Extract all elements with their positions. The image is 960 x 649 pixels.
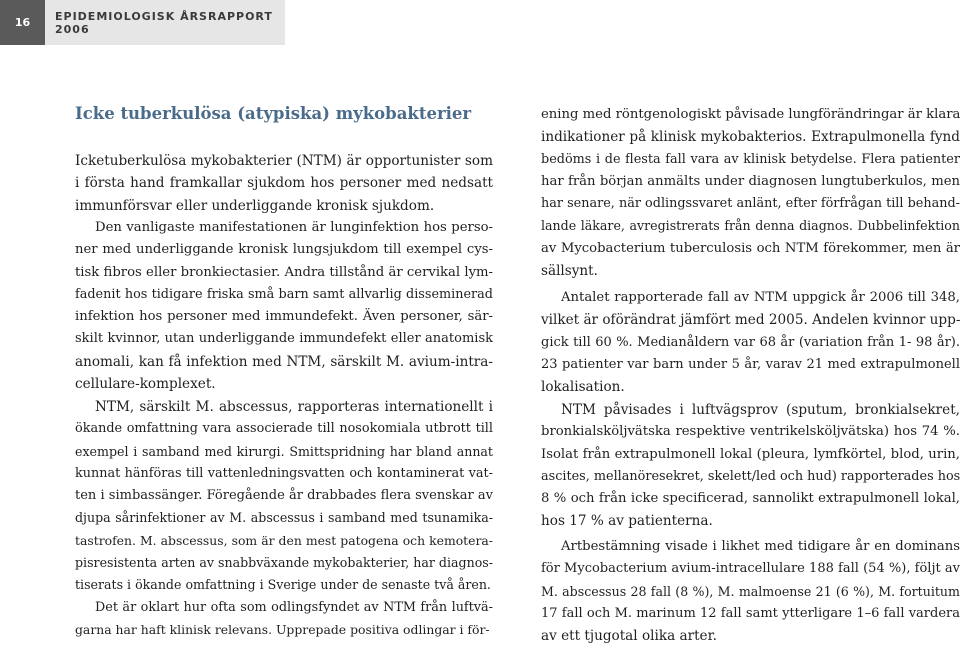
right-paragraph-2 [541, 287, 960, 398]
left-paragraph-4 [75, 597, 493, 642]
page-header [0, 0, 285, 45]
text-line: M. abscessus 28 fall (8 %), M. malmoense 21 (6 %), M. fortuitum [541, 583, 960, 599]
text-line: 17 fall och M. marinum 12 fall samt ytterligare 1–6 fall vardera [541, 605, 960, 621]
text-line: kunnat hänföras till vattenledningsvatten och kontaminerat vat- [75, 465, 493, 481]
text-line: djupa sårinfektioner av M. abscessus i samband med tsunamika- [75, 510, 493, 526]
text-line: sällsynt. [541, 263, 598, 280]
text-line: tastrofen. M. abscessus, som är den mest patogena och kemotera- [75, 532, 493, 548]
text-line: i första hand framkallar sjukdom hos personer med nedsatt [75, 175, 493, 192]
text-line: ökande omfattning vara associerade till nosokomiala utbrott till [75, 421, 493, 437]
text-line: Det är oklart hur ofta som odlingsfyndet av NTM från luftvä- [95, 600, 493, 615]
text-line: av Mycobacterium tuberculosis och NTM förekommer, men är [541, 240, 960, 256]
text-line: vilket är oförändrat jämfört med 2005. Andelen kvinnor upp- [541, 312, 960, 329]
right-paragraph-4 [541, 536, 960, 647]
text-line: Isolat från extrapulmonell lokal (pleura, lymfkörtel, blod, urin, [541, 446, 960, 462]
text-line: fadenit hos tidigare friska små barn samt allvarlig disseminerad [75, 286, 493, 302]
section-title: Icke tuberkulösa (atypiska) mykobakterier [75, 104, 472, 123]
text-line: infektion hos personer med immundefekt. Även personer, sär- [75, 309, 493, 325]
text-line: hos 17 % av patienterna. [541, 513, 713, 530]
left-paragraph-2 [75, 217, 493, 395]
text-line: 23 patienter var barn under 5 år, varav 21 med extrapulmonell [541, 356, 960, 372]
right-paragraph-3 [541, 399, 960, 533]
text-line: skilt kvinnor, utan underliggande immundefekt eller anatomisk [75, 331, 493, 347]
text-line: Artbestämning visade i likhet med tidigare år en dominans [561, 539, 960, 554]
text-line: NTM påvisades i luftvägsprov (sputum, bronkialsekret, [561, 402, 960, 418]
left-paragraph-3 [75, 396, 493, 597]
text-line: cellulare-komplexet. [75, 376, 216, 393]
text-line: indikationer på klinisk mykobakterios. Extrapulmonella fynd [541, 129, 960, 146]
text-line: tisk fibros eller bronkiectasier. Andra tillstånd är cervikal lym- [75, 264, 493, 280]
text-line: Den vanligaste manifestationen är lunginfektion hos perso- [95, 220, 493, 235]
text-line: anomali, kan få infektion med NTM, särskilt M. avium-intra- [75, 353, 493, 370]
text-line: ening med röntgenologiskt påvisade lungförändringar är klara [541, 107, 960, 122]
text-line: av ett tjugotal olika arter. [541, 628, 717, 645]
text-line: har från början anmälts under diagnosen lungtuberkulos, men [541, 173, 960, 189]
text-line: garna har haft klinisk relevans. Upprepade positiva odlingar i för- [75, 622, 490, 638]
text-line: har senare, när odlingssvaret anlänt, efter förfrågan till behand- [541, 196, 960, 212]
text-line: 8 % och från icke specificerad, sannolikt extrapulmonell lokal, [541, 491, 960, 507]
page-number: 16 [0, 0, 45, 45]
text-line: immunförsvar eller underliggande kronisk sjukdom. [75, 197, 435, 214]
right-paragraph-1 [541, 104, 960, 282]
text-line: tiserats i ökande omfattning i Sverige under de senaste två åren. [75, 577, 491, 593]
text-line: ner med underliggande kronisk lungsjukdom till exempel cys- [75, 242, 493, 258]
text-line: för Mycobacterium avium-intracellulare 188 fall (54 %), följt av [541, 561, 960, 577]
text-line: Antalet rapporterade fall av NTM uppgick år 2006 till 348, [561, 290, 960, 305]
text-line: NTM, särskilt M. abscessus, rapporteras internationellt i [95, 399, 493, 415]
text-line: lokalisation. [541, 379, 625, 396]
text-line: gick till 60 %. Medianåldern var 68 år (variation från 1- 98 år). [541, 334, 960, 350]
text-line: bronkialsköljvätska respektive ventrikelsköljvätska) hos 74 %. [541, 424, 960, 440]
text-line: Icketuberkulösa mykobakterier (NTM) är opportunister som [75, 153, 493, 169]
text-line: lande läkare, avregistrerats från denna diagnos. Dubbelinfektion [541, 218, 960, 234]
text-line: ascites, mellanöresekret, skelett/led och hud) rapporterades hos [541, 468, 960, 484]
running-head: EPIDEMIOLOGISK ÅRSRAPPORT 2006 [45, 0, 285, 45]
left-paragraph-1 [75, 150, 493, 217]
text-line: ten i simbassänger. Föregående år drabbades flera svenskar av [75, 488, 493, 504]
text-line: bedöms i de flesta fall vara av klinisk betydelse. Flera patienter [541, 151, 960, 167]
text-line: exempel i samband med kirurgi. Smittspridning har bland annat [75, 443, 493, 459]
text-line: pisresistenta arten av snabbväxande mykobakterier, har diagnos- [75, 555, 493, 571]
